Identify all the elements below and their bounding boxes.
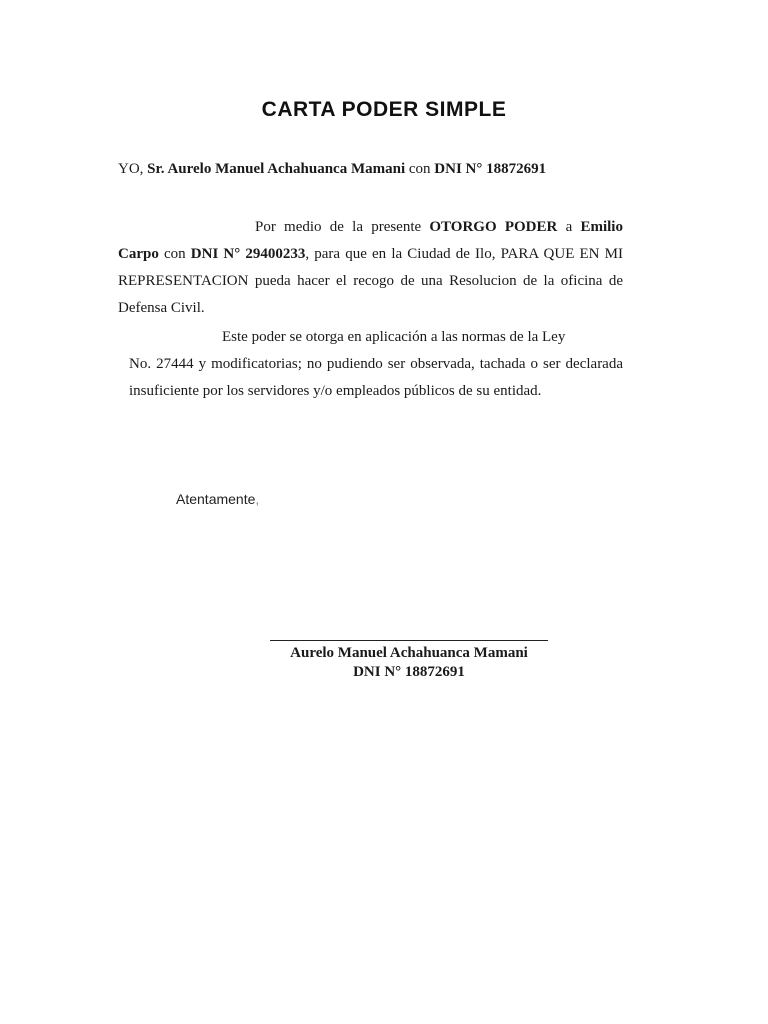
- p1-otorgo-poder: OTORGO PODER: [429, 219, 558, 235]
- closing-word: Atentamente: [176, 491, 256, 507]
- paragraph-otorgo-poder: [118, 214, 623, 322]
- grantor-dni: DNI N° 18872691: [434, 161, 547, 177]
- p1-text4: , para que en la Ciudad de Ilo, PARA QUE EN MI REPRESENTACION pueda hacer el recogo de una Resolucion de la oficina de Defensa Civil.: [118, 246, 623, 316]
- document-title: CARTA PODER SIMPLE: [261, 98, 507, 121]
- signature-name: Aurelo Manuel Achahuanca Mamani: [290, 645, 528, 661]
- closing-atentamente: [176, 491, 259, 507]
- signature-line: [270, 640, 548, 641]
- closing-comma: ,: [255, 491, 260, 507]
- p2-first-line: Este poder se otorga en aplicación a las normas de la Ley: [222, 329, 566, 345]
- grantor-name: Sr. Aurelo Manuel Achahuanca Mamani: [147, 161, 406, 177]
- signature-dni: DNI N° 18872691: [353, 664, 465, 680]
- proxy-dni: DNI N° 29400233: [190, 246, 306, 262]
- p2-rest: No. 27444 y modificatorias; no pudiendo ser observada, tachada o ser declarada insuficiente por los servidores y/o empleados públicos de su entidad.: [129, 356, 623, 399]
- p1-text1: Por medio de la presente: [255, 219, 430, 235]
- paragraph-ley: [129, 324, 623, 405]
- p1-text3: con: [158, 246, 191, 262]
- grantor-prefix: YO,: [118, 161, 148, 177]
- grantor-con: con: [405, 161, 435, 177]
- p1-text2: a: [557, 219, 581, 235]
- grantor-line: [118, 161, 546, 178]
- proxy-name: Emilio Carpo: [118, 219, 623, 262]
